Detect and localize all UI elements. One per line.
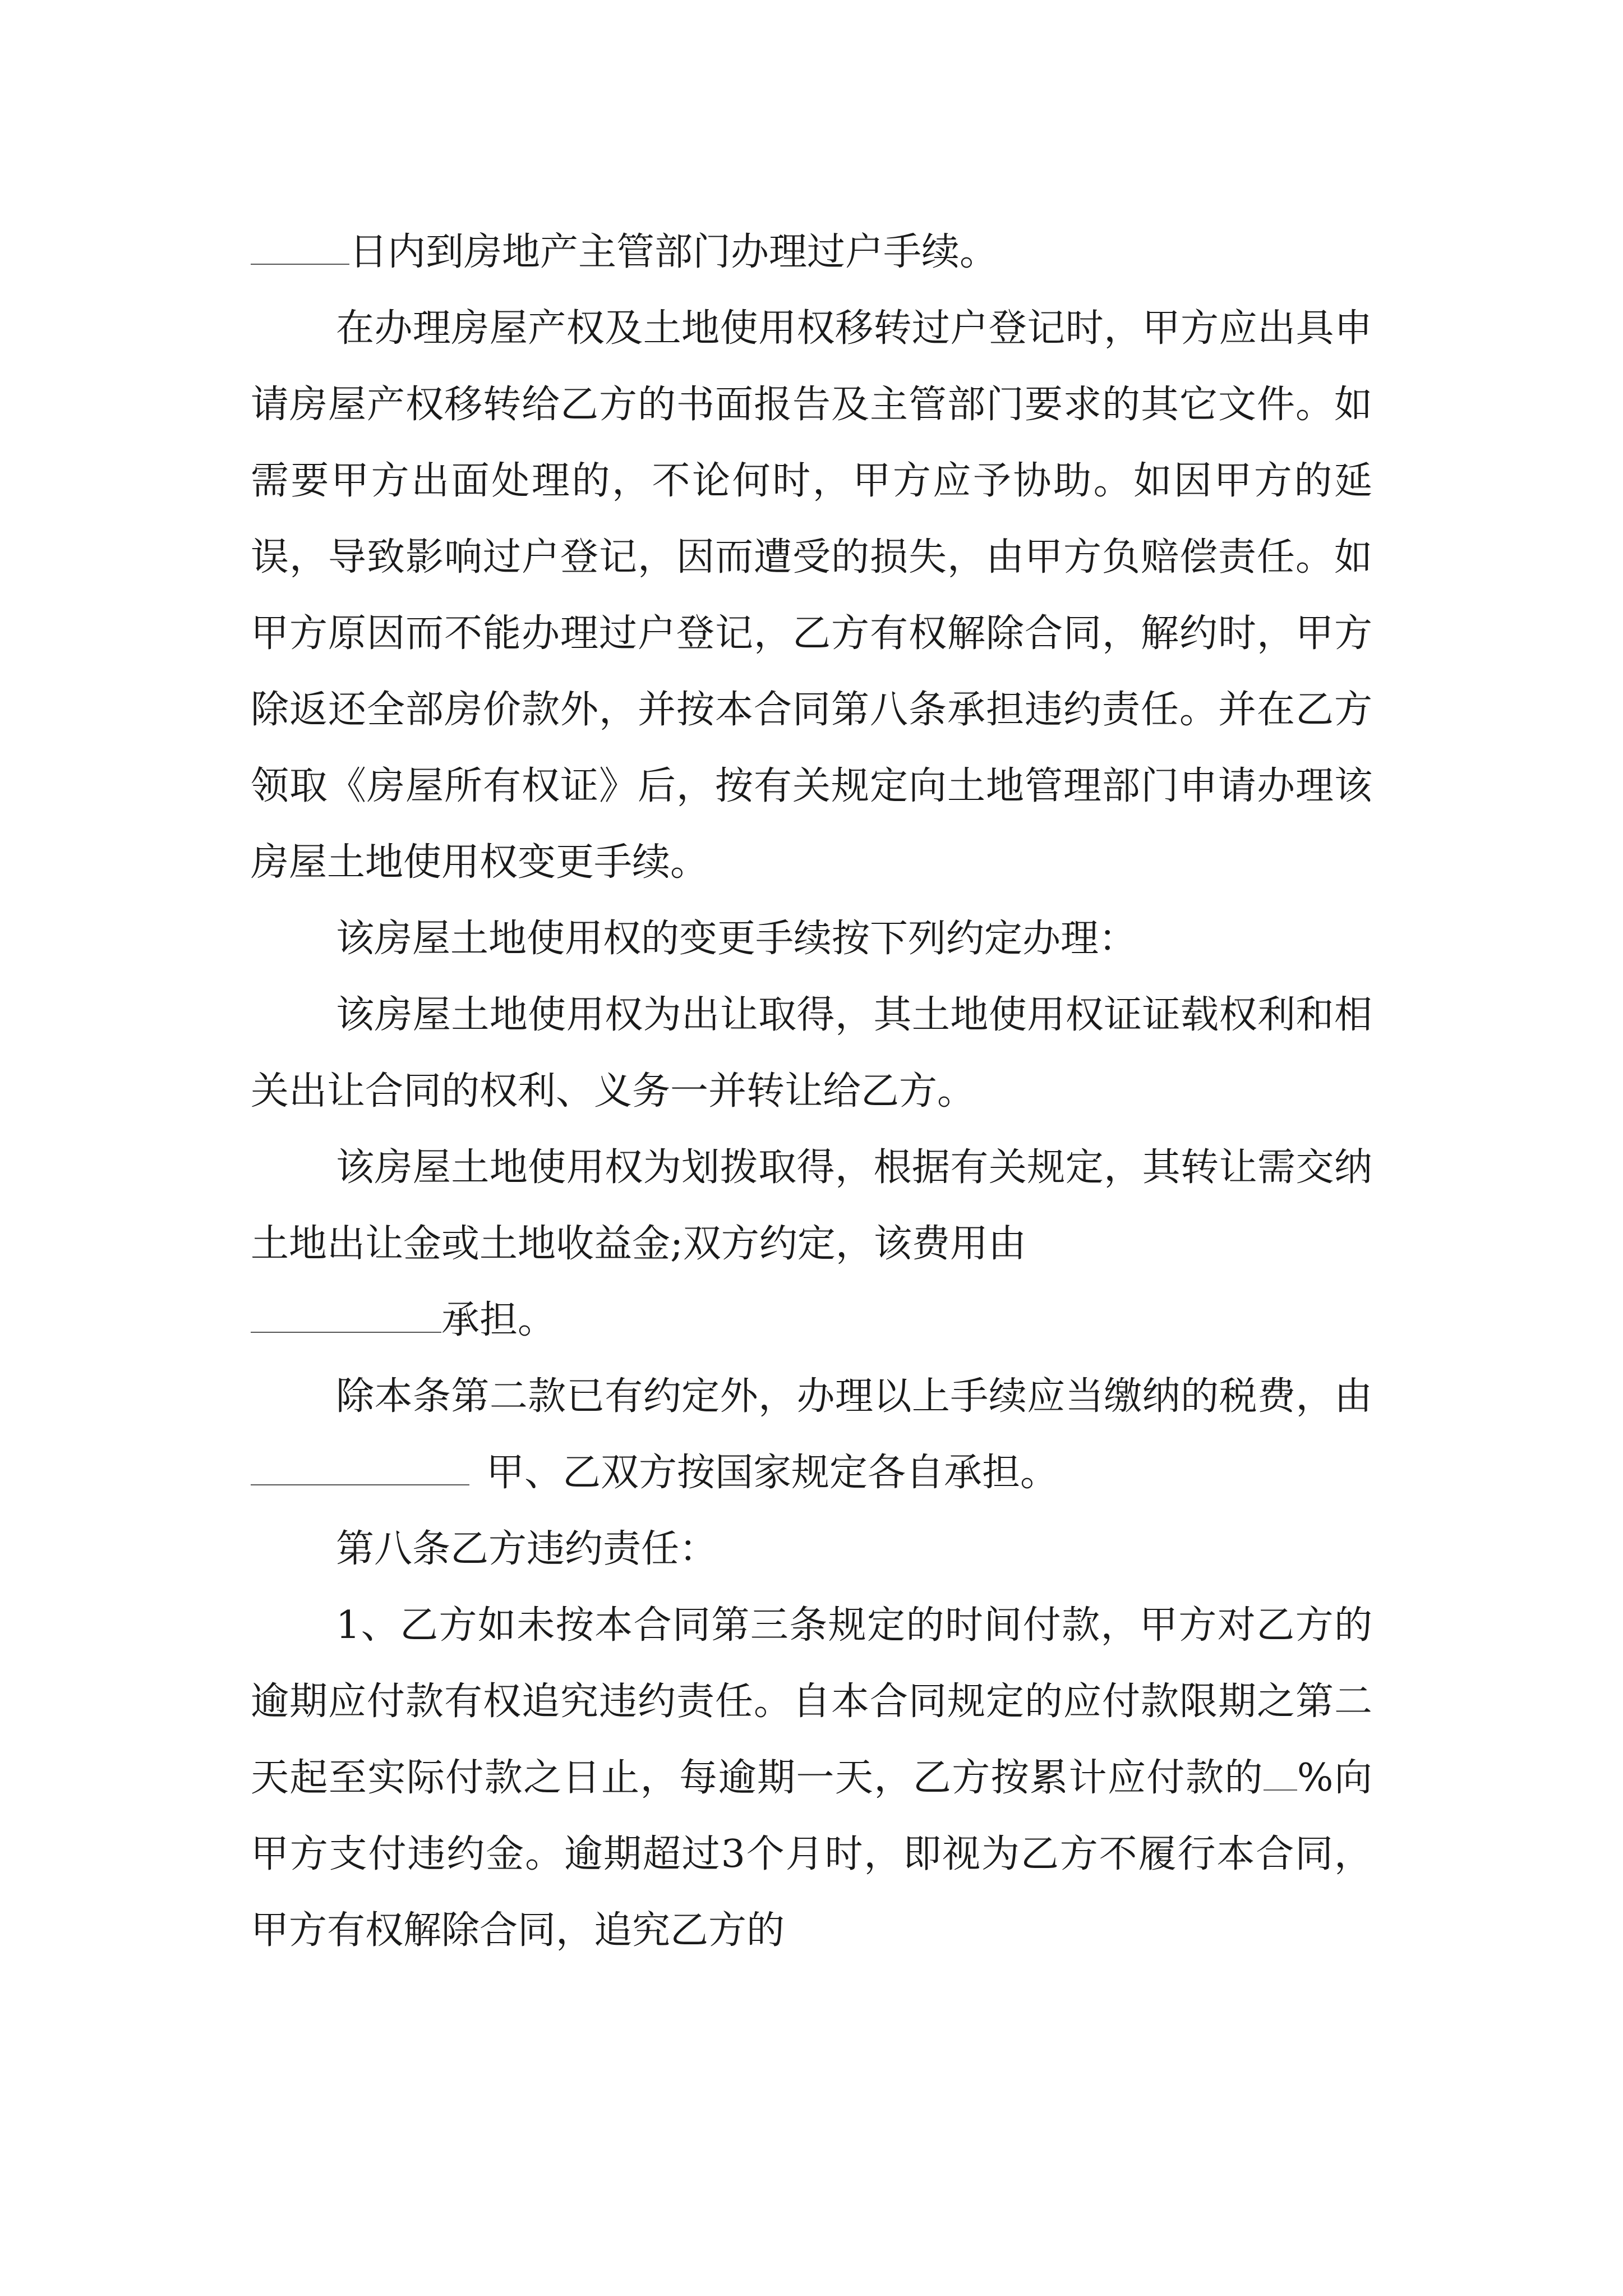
paragraph-land-use-granted <box>251 977 1372 1130</box>
paragraph-land-use-allocated <box>251 1130 1372 1359</box>
paragraph-text: 该房屋土地使用权为划拨取得，根据有关规定，其转让需交纳土地出让金或土地收益金;双方约定，该费用由 <box>251 1145 1372 1266</box>
paragraph-text: 承担。 <box>441 1298 556 1342</box>
blank-penalty-rate <box>1264 1756 1297 1791</box>
paragraph-text: %向甲方支付违约金。逾期超过3个月时，即视为乙方不履行本合同，甲方有权解除合同，追究乙方的 <box>251 1756 1372 1953</box>
blank-fee-bearer <box>251 1298 441 1333</box>
paragraph-text: 该房屋土地使用权的变更手续按下列约定办理： <box>336 917 1137 961</box>
paragraph-text: 第八条乙方违约责任： <box>336 1527 718 1571</box>
paragraph-text: 甲、乙双方按国家规定各自承担。 <box>486 1451 1059 1495</box>
paragraph-text: 日内到房地产主管部门办理过户手续。 <box>349 230 998 274</box>
paragraph-taxes-fees <box>251 1359 1372 1511</box>
paragraph-land-use-change-intro <box>251 901 1372 977</box>
paragraph-text: 该房屋土地使用权为出让取得，其土地使用权证证载权利和相关出让合同的权利、义务一并转让给乙方。 <box>251 993 1372 1114</box>
article-eight-heading <box>251 1511 1372 1588</box>
blank-days <box>251 230 349 265</box>
paragraph-transfer-deadline <box>251 214 1372 291</box>
paragraph-late-payment <box>251 1588 1372 1969</box>
blank-tax-bearer <box>251 1451 469 1485</box>
paragraph-registration-obligations <box>251 291 1372 901</box>
paragraph-text: 在办理房屋产权及土地使用权移转过户登记时，甲方应出具申请房屋产权移转给乙方的书面报告及主管部门要求的其它文件。如需要甲方出面处理的，不论何时，甲方应予协助。如因甲方的延误，导致影响过户登记，因而遭受的损失，由甲方负赔偿责任。如甲方原因而不能办理过户登记，乙方有权解除合同，解约时，甲方除返还全部房价款外，并按本合同第八条承担违约责任。并在乙方领取《房屋所有权证》后，按有关规定向土地管理部门申请办理该房屋土地使用权变更手续。 <box>251 306 1372 885</box>
paragraph-text: 除本条第二款已有约定外，办理以上手续应当缴纳的税费，由 <box>336 1374 1372 1419</box>
paragraph-text: 1、乙方如未按本合同第三条规定的时间付款，甲方对乙方的逾期应付款有权追究违约责任。自本合同规定的应付款限期之第二天起至实际付款之日止，每逾期一天，乙方按累计应付款的 <box>251 1603 1372 1800</box>
document-body <box>251 214 1372 1969</box>
